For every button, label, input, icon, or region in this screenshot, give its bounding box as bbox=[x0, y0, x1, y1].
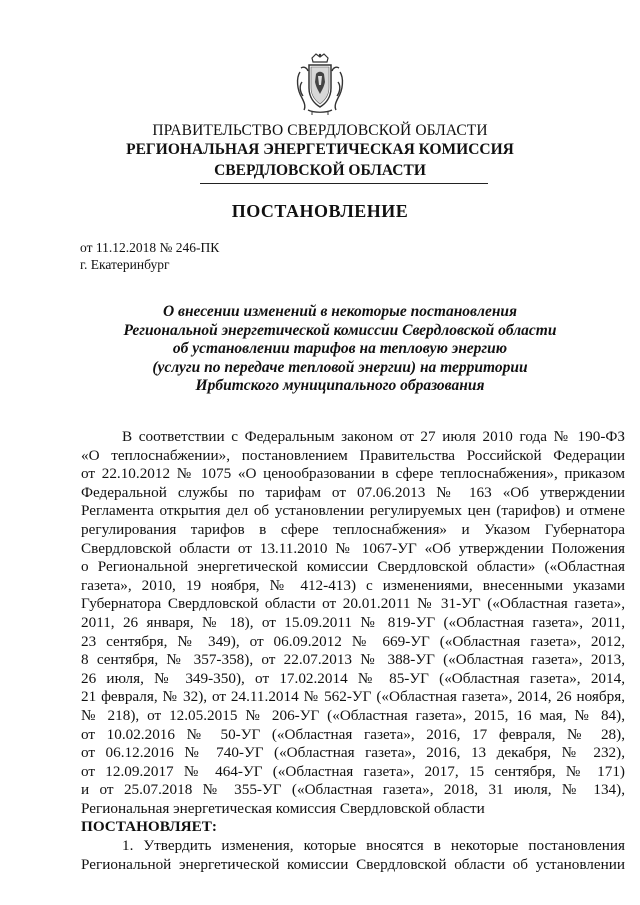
title-line: об установлении тарифов на тепловую энергию bbox=[172, 340, 508, 357]
commission-region: СВЕРДЛОВСКОЙ ОБЛАСТИ bbox=[214, 162, 426, 179]
government-name: ПРАВИТЕЛЬСТВО СВЕРДЛОВСКОЙ ОБЛАСТИ bbox=[152, 122, 488, 139]
coat-of-arms-emblem-icon bbox=[294, 52, 346, 116]
body-line: Региональная энергетическая комиссия Свердловской области bbox=[81, 799, 485, 817]
body-line: 2011, 26 января, № 18), от 15.09.2011 № 819-УГ («Областная газета», 2011, bbox=[81, 613, 625, 631]
body-line: Федеральной службы по тарифам от 07.06.2013 № 163 «Об утверждении bbox=[81, 483, 625, 501]
body-line: от 10.02.2016 № 50-УГ («Областная газета», 2016, 17 февраля, № 28), bbox=[81, 725, 625, 743]
point-1-line: 1. Утвердить изменения, которые вносятся в некоторые постановления bbox=[122, 837, 625, 855]
header-divider bbox=[200, 183, 488, 184]
body-line: 21 февраля, № 32), от 24.11.2014 № 562-УГ («Областная газета», 2014, 26 ноября, bbox=[81, 688, 625, 706]
document-city: г. Екатеринбург bbox=[80, 257, 170, 272]
body-line: от 22.10.2012 № 1075 «О ценообразовании в сфере теплоснабжения», приказом bbox=[81, 465, 625, 483]
body-line: 23 сентября, № 349), от 06.09.2012 № 669-УГ («Областная газета», 2012, bbox=[81, 632, 625, 650]
title-line: О внесении изменений в некоторые постановления bbox=[162, 303, 518, 320]
body-line: Свердловской области от 13.11.2010 № 1067-УГ «Об утверждении Положения bbox=[81, 539, 625, 557]
document-date-number: от 11.12.2018 № 246-ПК bbox=[80, 240, 220, 255]
resolves-heading: ПОСТАНОВЛЯЕТ: bbox=[81, 818, 217, 836]
document-body bbox=[81, 428, 625, 874]
point-1-line: Региональной энергетической комиссии Свердловской области об установлении bbox=[81, 855, 625, 873]
body-line: от 06.12.2016 № 740-УГ («Областная газета», 2016, 13 декабря, № 232), bbox=[81, 744, 625, 762]
body-line: газета», 2010, 19 ноября, № 412-413) с изменениями, внесенными указами bbox=[81, 576, 625, 594]
title-line: (услуги по передаче тепловой энергии) на территории bbox=[152, 358, 528, 376]
body-line: о Региональной энергетической комиссии Свердловской области» («Областная bbox=[81, 558, 625, 576]
commission-name: РЕГИОНАЛЬНАЯ ЭНЕРГЕТИЧЕСКАЯ КОМИССИЯ bbox=[126, 141, 514, 158]
body-line: Губернатора Свердловской области от 20.01.2011 № 31-УГ («Областная газета», bbox=[81, 595, 625, 613]
body-line: и от 25.07.2018 № 355-УГ («Областная газета», 2018, 31 июля, № 134), bbox=[81, 781, 625, 799]
body-line: 8 сентября, № 357-358), от 22.07.2013 № 388-УГ («Областная газета», 2013, bbox=[81, 651, 625, 669]
body-line: В соответствии с Федеральным законом от 27 июля 2010 года № 190-ФЗ bbox=[122, 428, 625, 445]
title-line: Региональной энергетической комиссии Свердловской области bbox=[123, 321, 557, 339]
body-line: Регламента открытия дел об установлении регулируемых цен (тарифов) и отмене bbox=[81, 502, 625, 520]
body-line: 26 июля, № 349-350), от 17.02.2014 № 85-УГ («Областная газета», 2014, bbox=[81, 669, 625, 687]
title-line: Ирбитского муниципального образования bbox=[195, 377, 485, 394]
document-title bbox=[0, 303, 640, 396]
body-line: от 12.09.2017 № 464-УГ («Областная газета», 2017, 15 сентября, № 171) bbox=[81, 762, 625, 780]
body-line: № 218), от 12.05.2015 № 206-УГ («Областная газета», 2015, 16 мая, № 84), bbox=[81, 706, 625, 724]
body-line: регулирования тарифов в сфере теплоснабжения» и Указом Губернатора bbox=[81, 520, 625, 538]
document-type-heading: ПОСТАНОВЛЕНИЕ bbox=[231, 201, 409, 221]
body-line: «О теплоснабжении», постановлением Правительства Российской Федерации bbox=[81, 446, 625, 464]
